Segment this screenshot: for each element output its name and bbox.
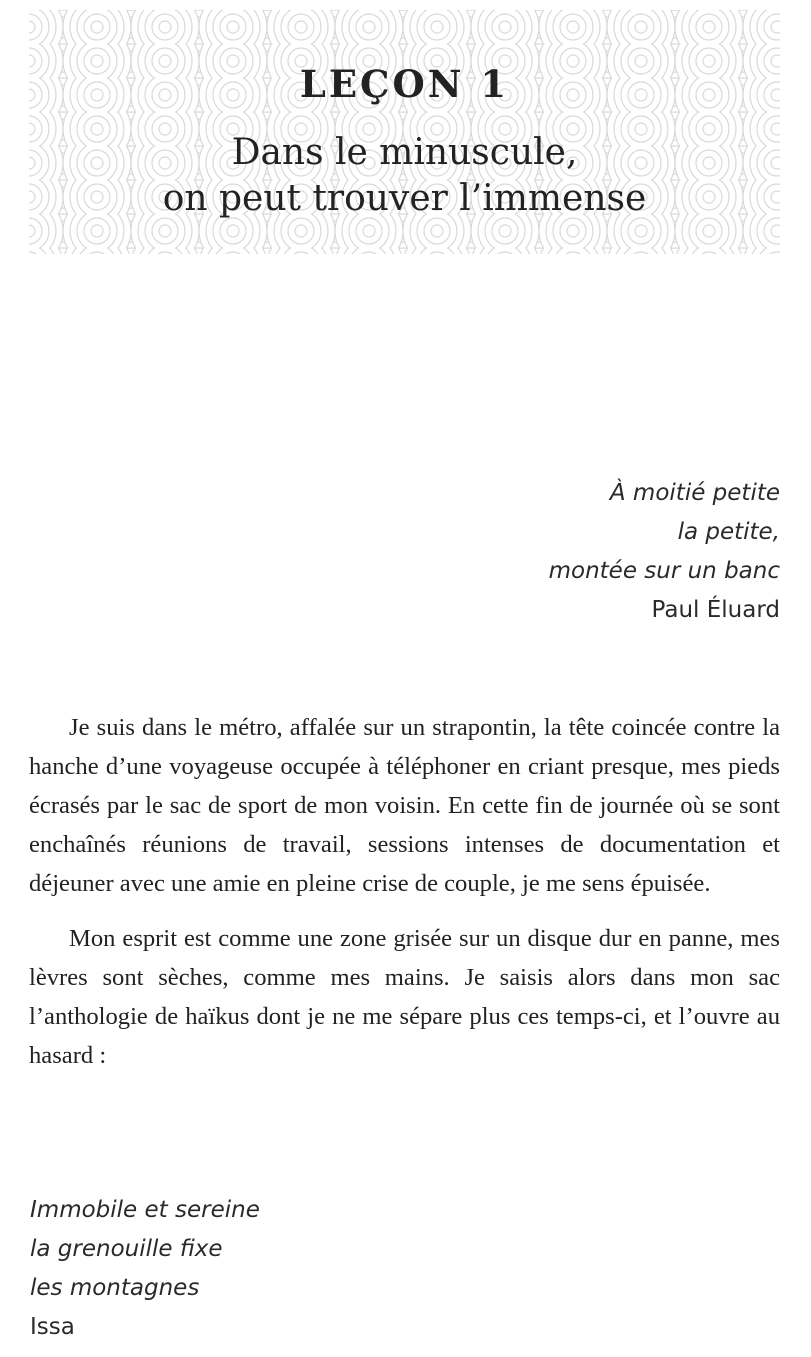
paragraph: Mon esprit est comme une zone grisée sur un disque dur en panne, mes lèvres sont sèches, comme mes mains. Je saisis alors dans mon sac l’anthologie de haïkus dont je ne me sépare plus ces temps-ci, et l’ouvre au hasard : bbox=[29, 925, 780, 1069]
haiku-line: la grenouille fixe bbox=[30, 1236, 223, 1262]
epigraph-line: À moitié petite bbox=[609, 480, 780, 506]
epigraph bbox=[549, 474, 780, 630]
epigraph-author: Paul Éluard bbox=[651, 597, 780, 623]
haiku-line: Immobile et sereine bbox=[30, 1197, 260, 1223]
chapter-title bbox=[29, 130, 780, 222]
haiku-author: Issa bbox=[30, 1314, 75, 1340]
lesson-number: LEÇON 1 bbox=[299, 62, 510, 106]
epigraph-line: la petite, bbox=[677, 519, 780, 545]
chapter-title-line-1: Dans le minuscule, bbox=[231, 132, 578, 173]
chapter-title-line-2: on peut trouver l’immense bbox=[162, 178, 647, 219]
epigraph-line: montée sur un banc bbox=[548, 558, 780, 584]
haiku-line: les montagnes bbox=[30, 1275, 200, 1301]
chapter-header bbox=[29, 10, 780, 254]
paragraph: Je suis dans le métro, affalée sur un strapontin, la tête coincée contre la hanche d’une voyageuse occupée à téléphoner en criant presque, mes pieds écrasés par le sac de sport de mon voisin. En cette fin de journée où se sont enchaînés réunions de travail, sessions intenses de documentation et déjeuner avec une amie en pleine crise de couple, je me sens épuisée. bbox=[29, 714, 780, 897]
body-text bbox=[29, 708, 780, 1091]
haiku bbox=[30, 1191, 260, 1347]
